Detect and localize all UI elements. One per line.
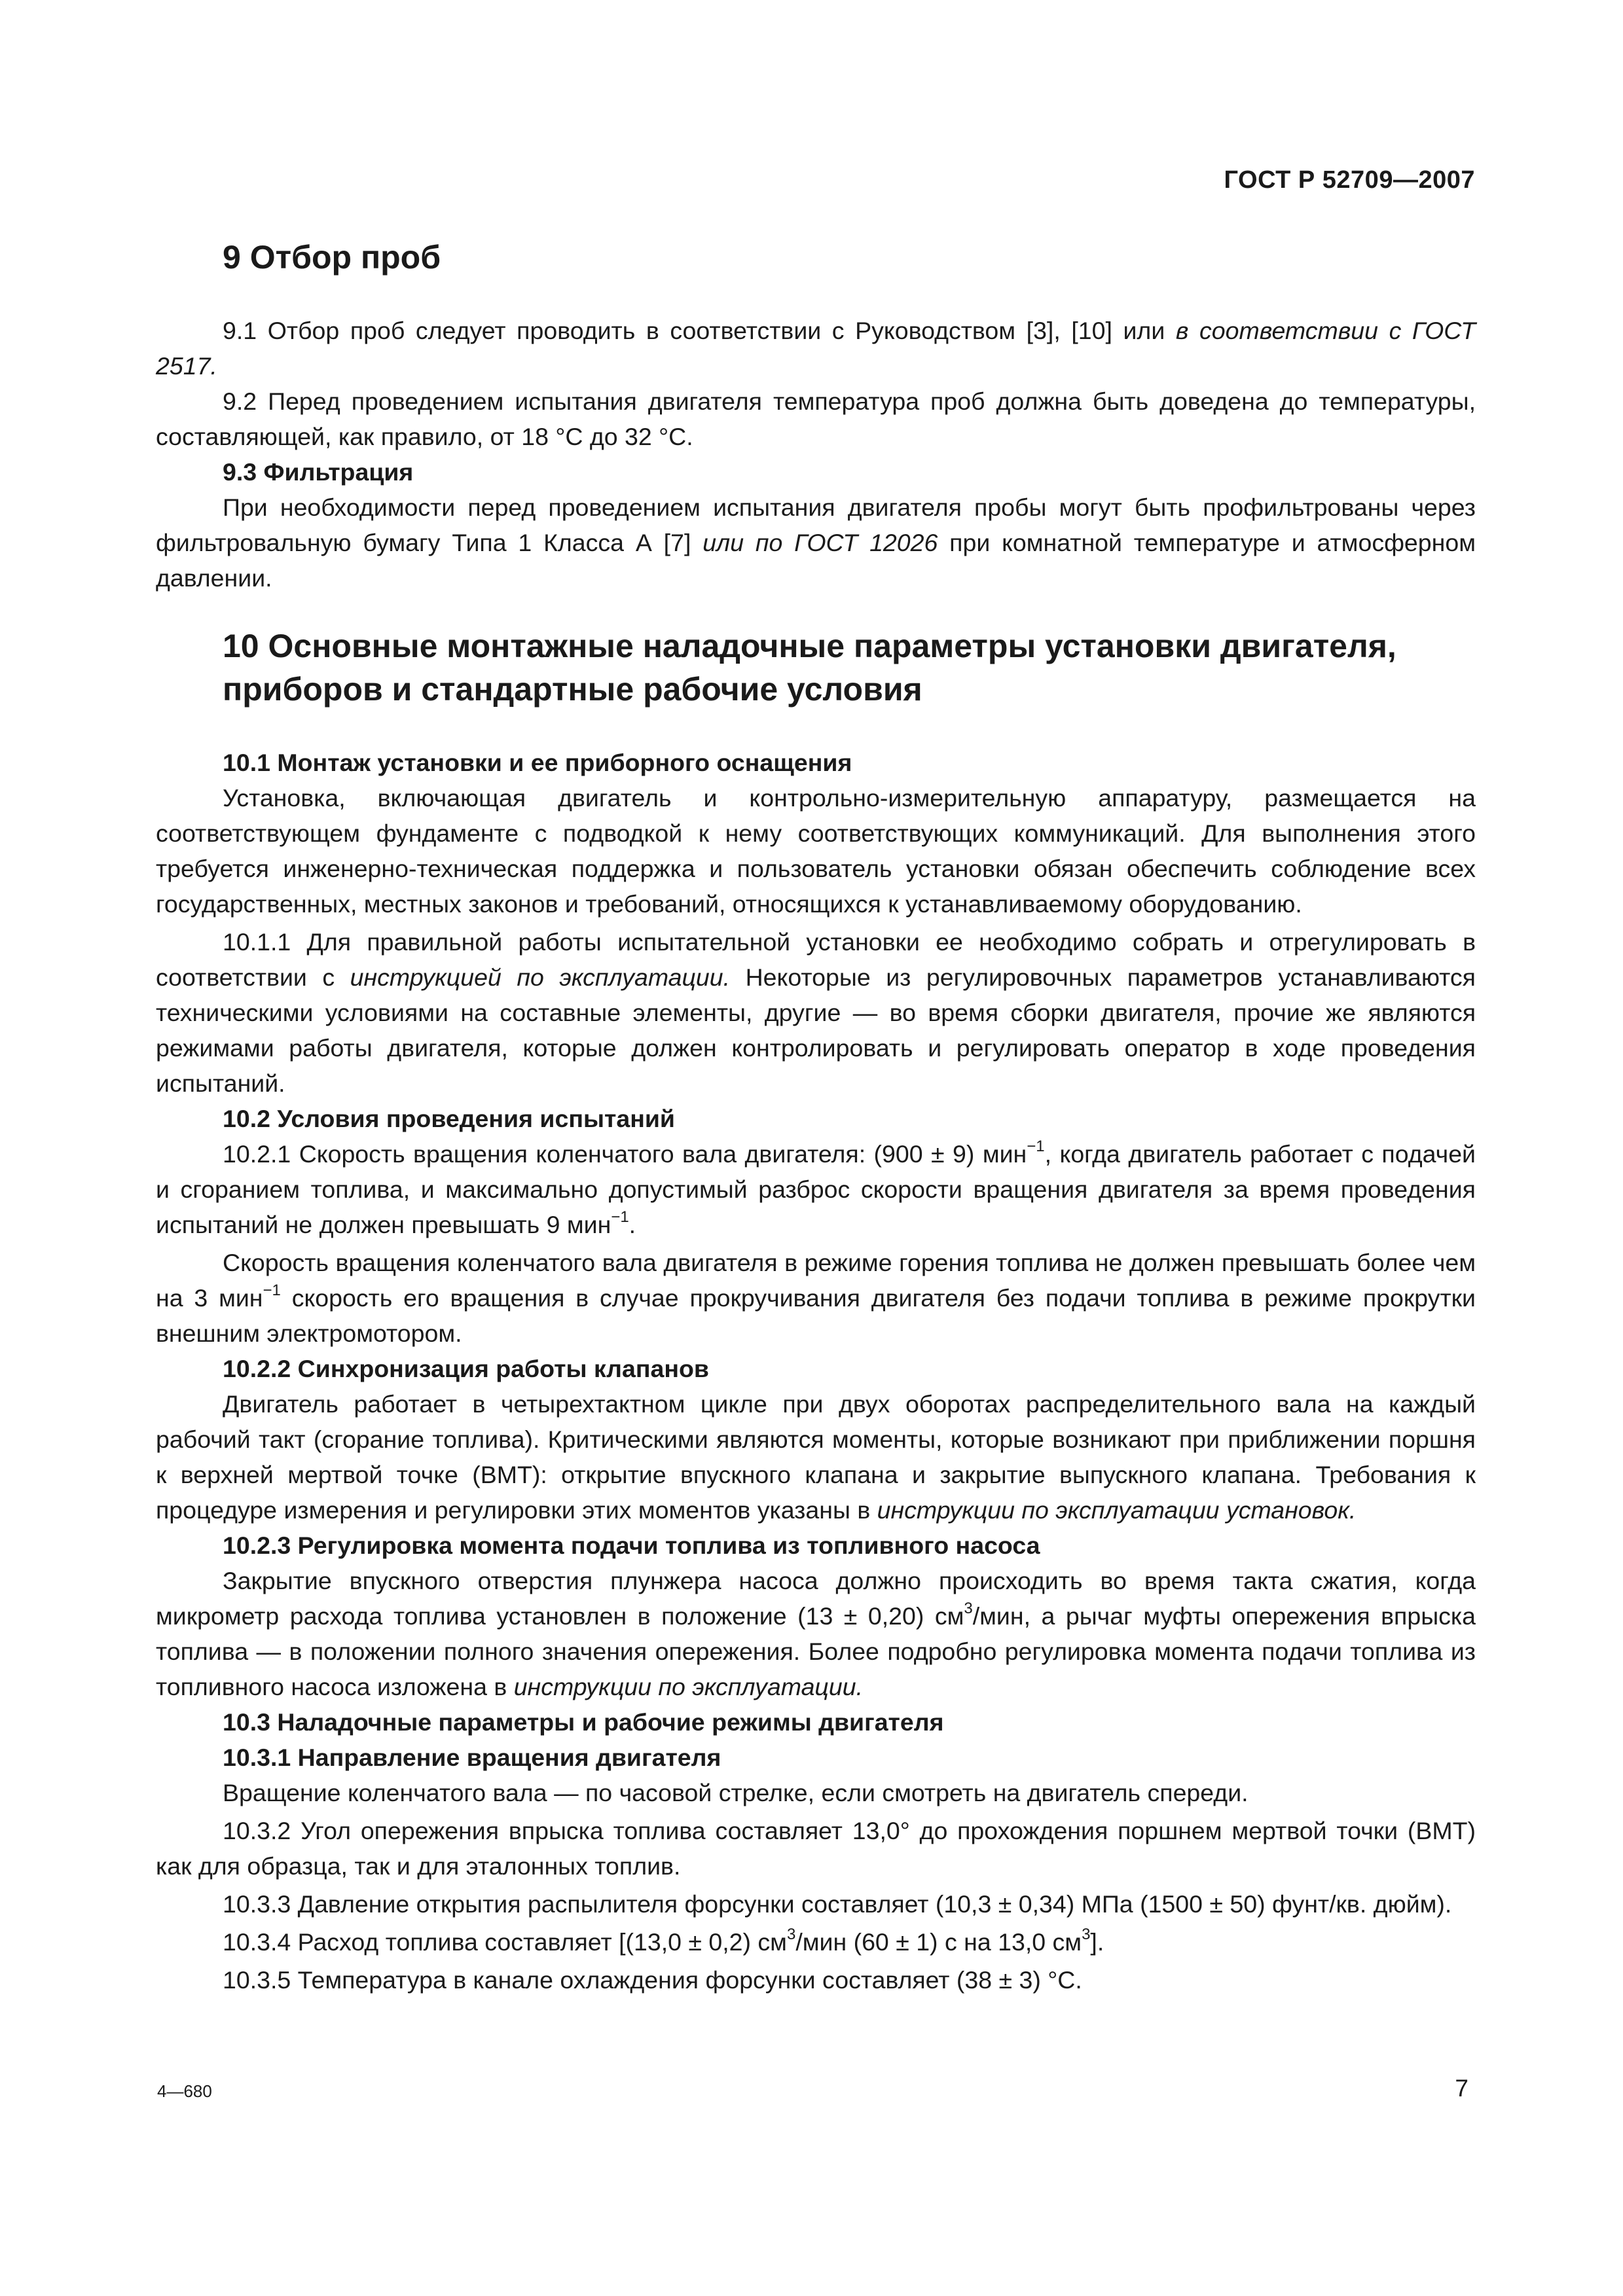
paragraph-10-3-5: 10.3.5 Температура в канале охлаждения форсунки составляет (38 ± 3) °С. <box>223 1966 1082 1994</box>
paragraph-10-3-4: 10.3.4 Расход топлива составляет [(13,0 ± 0,2) $см^3$/мин (60 ± 1) с на 13,0 $см^3$]. <box>223 1925 1104 1956</box>
paragraph-10-1-1: 10.1.1 Для правильной работы испытательной установки ее необходимо собрать и отрегулировать в соответствии с инструкцией по эксплуатации. Некоторые из регулировочных параметров устанавливаются техническими условиями на составные элементы, другие — во время сборки двигателя, прочие же являются режимами работы двигателя, которые должен контролировать и регулировать оператор в ходе проведения испытаний. <box>156 928 1476 1097</box>
paragraph-10-2-1-b: Скорость вращения коленчатого вала двигателя в режиме горения топлива не должен превышать более чем на 3 мин$^{-1}$ скорость его вращения в случае прокручивания двигателя без подачи топлива в режиме прокрутки внешним электромотором. <box>156 1249 1476 1347</box>
subheading-10-2: 10.2 Условия проведения испытаний <box>223 1105 675 1132</box>
section-9-title: 9 Отбор проб <box>223 239 441 276</box>
paragraph-9-2: 9.2 Перед проведением испытания двигателя температура проб должна быть доведена до температуры, составляющей, как правило, от 18 °С до 32 °С. <box>156 387 1476 450</box>
paragraph-9-1: 9.1 Отбор проб следует проводить в соответствии с Руководством [3], [10] или в соответствии с ГОСТ 2517. <box>156 317 1476 380</box>
subheading-10-3: 10.3 Наладочные параметры и рабочие режимы двигателя <box>223 1708 944 1736</box>
paragraph-10-3-2: 10.3.2 Угол опережения впрыска топлива составляет 13,0° до прохождения поршнем мертвой точки (ВМТ) как для образца, так и для эталонных топлив. <box>156 1817 1476 1880</box>
paragraph-10-3-3: 10.3.3 Давление открытия распылителя форсунки составляет (10,3 ± 0,34) МПа (1500 ± 50) фунт/кв. дюйм). <box>223 1890 1452 1918</box>
standard-code: ГОСТ Р 52709—2007 <box>1224 166 1475 194</box>
paragraph-10-2-3: Закрытие впускного отверстия плунжера насоса должно происходить во время такта сжатия, когда микрометр расхода топлива установлен в положение (13 ± 0,20) $см^3$/мин, а рычаг муфты опережения впрыска топлива — в положении полного значения опережения. Более подробно регулировка момента подачи топлива из топливного насоса изложена в инструкции по эксплуатации. <box>156 1567 1476 1700</box>
subheading-10-2-2: 10.2.2 Синхронизация работы клапанов <box>223 1355 709 1382</box>
paragraph-10-2-2: Двигатель работает в четырехтактном цикле при двух оборотах распределительного вала на каждый рабочий такт (сгорание топлива). Критическими являются моменты, которые возникают при приближении поршня к верхней мертвой точке (ВМТ): открытие впускного клапана и закрытие выпускного клапана. Требования к процедуре измерения и регулировки этих моментов указаны в инструкции по эксплуатации установок. <box>156 1390 1476 1524</box>
subheading-9-3: 9.3 Фильтрация <box>223 458 414 486</box>
paragraph-10-3-1: Вращение коленчатого вала — по часовой стрелке, если смотреть на двигатель спереди. <box>223 1779 1249 1806</box>
print-code: 4—680 <box>157 2081 212 2101</box>
document-body <box>156 236 1476 1998</box>
page-number: 7 <box>1455 2075 1468 2102</box>
paragraph-9-3: При необходимости перед проведением испытания двигателя пробы могут быть профильтрованы через фильтровальную бумагу Типа 1 Класса А [7] или по ГОСТ 12026 при комнатной температуре и атмосферном давлении. <box>156 493 1476 592</box>
paragraph-10-1: Установка, включающая двигатель и контрольно-измерительную аппаратуру, размещается на соответствующем фундаменте с подводкой к нему соответствующих коммуникаций. Для выполнения этого требуется инженерно-техническая поддержка и пользователь установки обязан обеспечить соблюдение всех государственных, местных законов и требований, относящихся к устанавливаемому оборудованию. <box>156 784 1476 918</box>
paragraph-10-2-1: 10.2.1 Скорость вращения коленчатого вала двигателя: (900 ± 9) мин$^{-1}$, когда двигатель работает с подачей и сгоранием топлива, и максимально допустимый разброс скорости вращения двигателя за время проведения испытаний не должен превышать 9 мин$^{-1}$. <box>156 1137 1476 1238</box>
subheading-10-3-1: 10.3.1 Направление вращения двигателя <box>223 1744 721 1771</box>
subheading-10-2-3: 10.2.3 Регулировка момента подачи топлива из топливного насоса <box>223 1532 1040 1559</box>
subheading-10-1: 10.1 Монтаж установки и ее приборного оснащения <box>223 749 852 776</box>
section-10-title: 10 Основные монтажные наладочные параметры установки двигателя, приборов и стандартные рабочие условия <box>223 628 1396 708</box>
